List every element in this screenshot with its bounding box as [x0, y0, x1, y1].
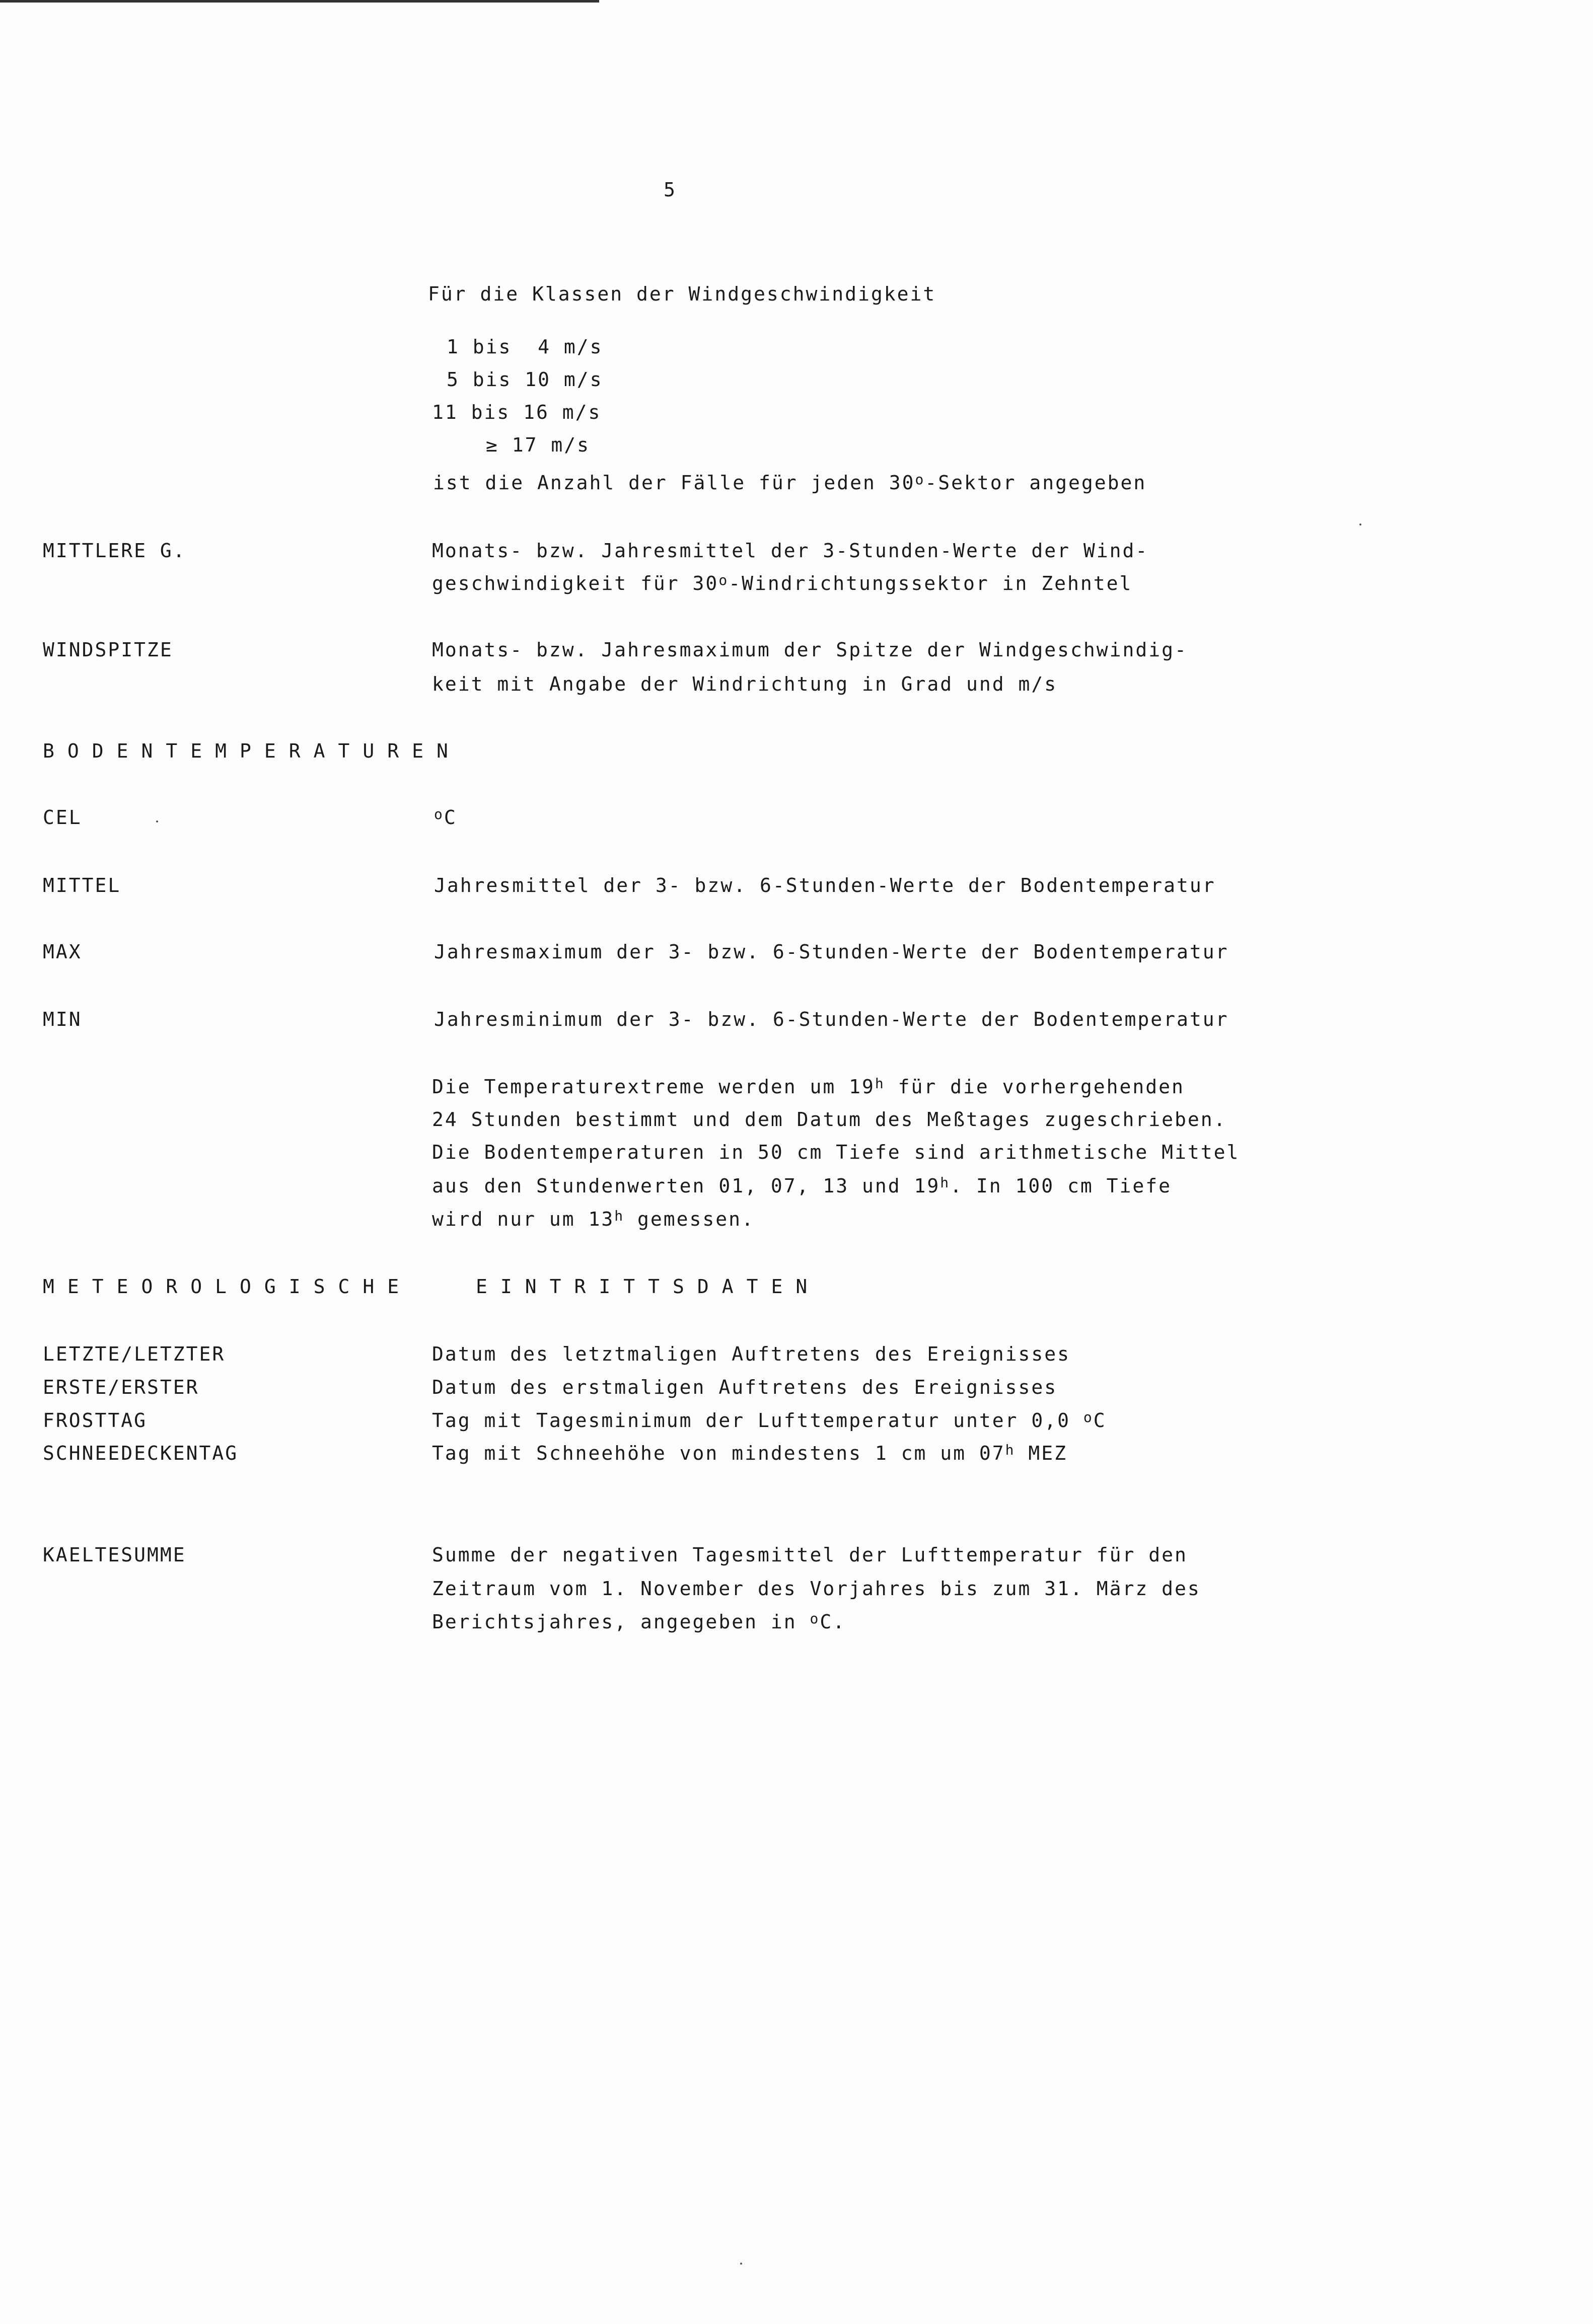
term-kaeltesumme: KAELTESUMME [43, 1544, 186, 1566]
def-kaeltesumme-line-3: Berichtsjahres, angegeben in $^o$C. [432, 1610, 846, 1633]
term-windspitze: WINDSPITZE [43, 639, 173, 661]
def-max: Jahresmaximum der 3- bzw. 6-Stunden-Werte der Bodentemperatur [434, 941, 1229, 963]
wind-class-row-1: 1 bis 4 m/s [447, 336, 603, 358]
def-mittlere-g-line-2: geschwindigkeit für 30$^o$-Windrichtungssektor in Zehntel [432, 572, 1133, 594]
wind-class-row-4: ≥ 17 m/s [486, 434, 591, 456]
heading-meteorologische: METEOROLOGISCHE [43, 1276, 412, 1298]
wind-classes-intro: Für die Klassen der Windgeschwindigkeit [428, 283, 936, 305]
temperature-note-line-3: Die Bodentemperaturen in 50 cm Tiefe sind arithmetische Mittel [432, 1141, 1240, 1163]
scan-speck [740, 2263, 742, 2265]
def-windspitze-line-2: keit mit Angabe der Windrichtung in Grad und m/s [432, 673, 1058, 695]
heading-bodentemperaturen: BODENTEMPERATUREN [43, 740, 461, 762]
page-number: 5 [664, 179, 677, 201]
term-mittel: MITTEL [43, 874, 121, 896]
term-mittlere-g: MITTLERE G. [43, 540, 186, 562]
scan-top-edge-line [0, 0, 599, 3]
term-schneedeckentag: SCHNEEDECKENTAG [43, 1442, 239, 1464]
heading-eintrittsdaten: EINTRITTSDATEN [476, 1276, 821, 1298]
term-erste: ERSTE/ERSTER [43, 1376, 199, 1398]
temperature-note-line-5: wird nur um 13$^h$ gemessen. [432, 1208, 755, 1230]
temperature-note-line-2: 24 Stunden bestimmt und dem Datum des Meßtages zugeschrieben. [432, 1108, 1227, 1131]
def-letzte: Datum des letztmaligen Auftretens des Ereignisses [432, 1343, 1071, 1365]
term-min: MIN [43, 1008, 82, 1030]
scan-speck [156, 820, 158, 822]
def-min: Jahresminimum der 3- bzw. 6-Stunden-Werte der Bodentemperatur [434, 1008, 1229, 1030]
def-mittel: Jahresmittel der 3- bzw. 6-Stunden-Werte der Bodentemperatur [434, 874, 1216, 896]
def-kaeltesumme-line-2: Zeitraum vom 1. November des Vorjahres bis zum 31. März des [432, 1578, 1201, 1600]
term-cel: CEL [43, 806, 82, 829]
def-mittlere-g-line-1: Monats- bzw. Jahresmittel der 3-Stunden-Werte der Wind- [432, 540, 1149, 562]
temperature-note-line-4: aus den Stundenwerten 01, 07, 13 und 19$^h$. In 100 cm Tiefe [432, 1174, 1172, 1197]
term-letzte: LETZTE/LETZTER [43, 1343, 226, 1365]
wind-class-row-2: 5 bis 10 m/s [447, 368, 603, 391]
term-frosttag: FROSTTAG [43, 1409, 148, 1432]
def-cel: $^o$C [434, 806, 457, 829]
def-schneedeckentag: Tag mit Schneehöhe von mindestens 1 cm um 07$^h$ MEZ [432, 1442, 1068, 1464]
term-max: MAX [43, 941, 82, 963]
wind-class-row-3: 11 bis 16 m/s [432, 401, 602, 423]
def-erste: Datum des erstmaligen Auftretens des Ereignisses [432, 1376, 1058, 1398]
wind-classes-summary: ist die Anzahl der Fälle für jeden 30$^o$-Sektor angegeben [433, 471, 1147, 494]
temperature-note-line-1: Die Temperaturextreme werden um 19$^h$ für die vorhergehenden [432, 1075, 1185, 1098]
def-kaeltesumme-line-1: Summe der negativen Tagesmittel der Lufttemperatur für den [432, 1544, 1188, 1566]
def-frosttag: Tag mit Tagesminimum der Lufttemperatur unter 0,0 $^o$C [432, 1409, 1107, 1432]
def-windspitze-line-1: Monats- bzw. Jahresmaximum der Spitze der Windgeschwindig- [432, 639, 1188, 661]
scan-speck [1359, 523, 1361, 526]
